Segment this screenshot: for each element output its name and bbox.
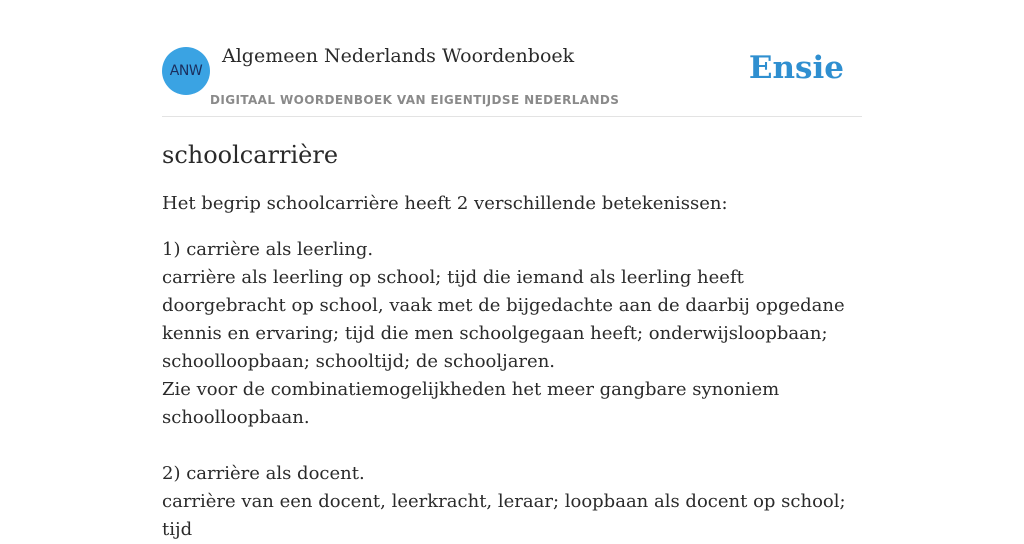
meaning-heading: 1) carrière als leerling.: [162, 239, 374, 260]
meaning-heading: 2) carrière als docent.: [162, 463, 365, 484]
meaning-definition: carrière als leerling op school; tijd die iemand als leerling heeft doorgebracht op school, vaak met de bijgedachte aan de daarbij opgedane kennis en ervaring; tijd die men schoolgegaan heeft; onderwijsloopbaan; schoolloopbaan; schooltijd; de schooljaren.: [162, 267, 845, 372]
entry-content: [162, 138, 862, 544]
site-title[interactable]: Algemeen Nederlands Woordenboek: [222, 45, 575, 67]
entry-intro: Het begrip schoolcarrière heeft 2 verschillende betekenissen:: [162, 193, 728, 214]
logo-text: ANW: [169, 63, 203, 79]
anw-logo[interactable]: [162, 47, 210, 95]
site-header: [162, 0, 862, 117]
meaning-note: Zie voor de combinatiemogelijkheden het meer gangbare synoniem schoolloopbaan.: [162, 379, 780, 428]
entry-title: schoolcarrière: [162, 141, 339, 169]
meaning-1: [162, 236, 862, 432]
site-subtitle: DIGITAAL WOORDENBOEK VAN EIGENTIJDSE NEDERLANDS: [210, 93, 620, 107]
meaning-2: [162, 460, 862, 544]
ensie-brand-logo[interactable]: Ensie: [748, 50, 844, 86]
meaning-definition: carrière van een docent, leerkracht, leraar; loopbaan als docent op school; tijd: [162, 491, 846, 540]
